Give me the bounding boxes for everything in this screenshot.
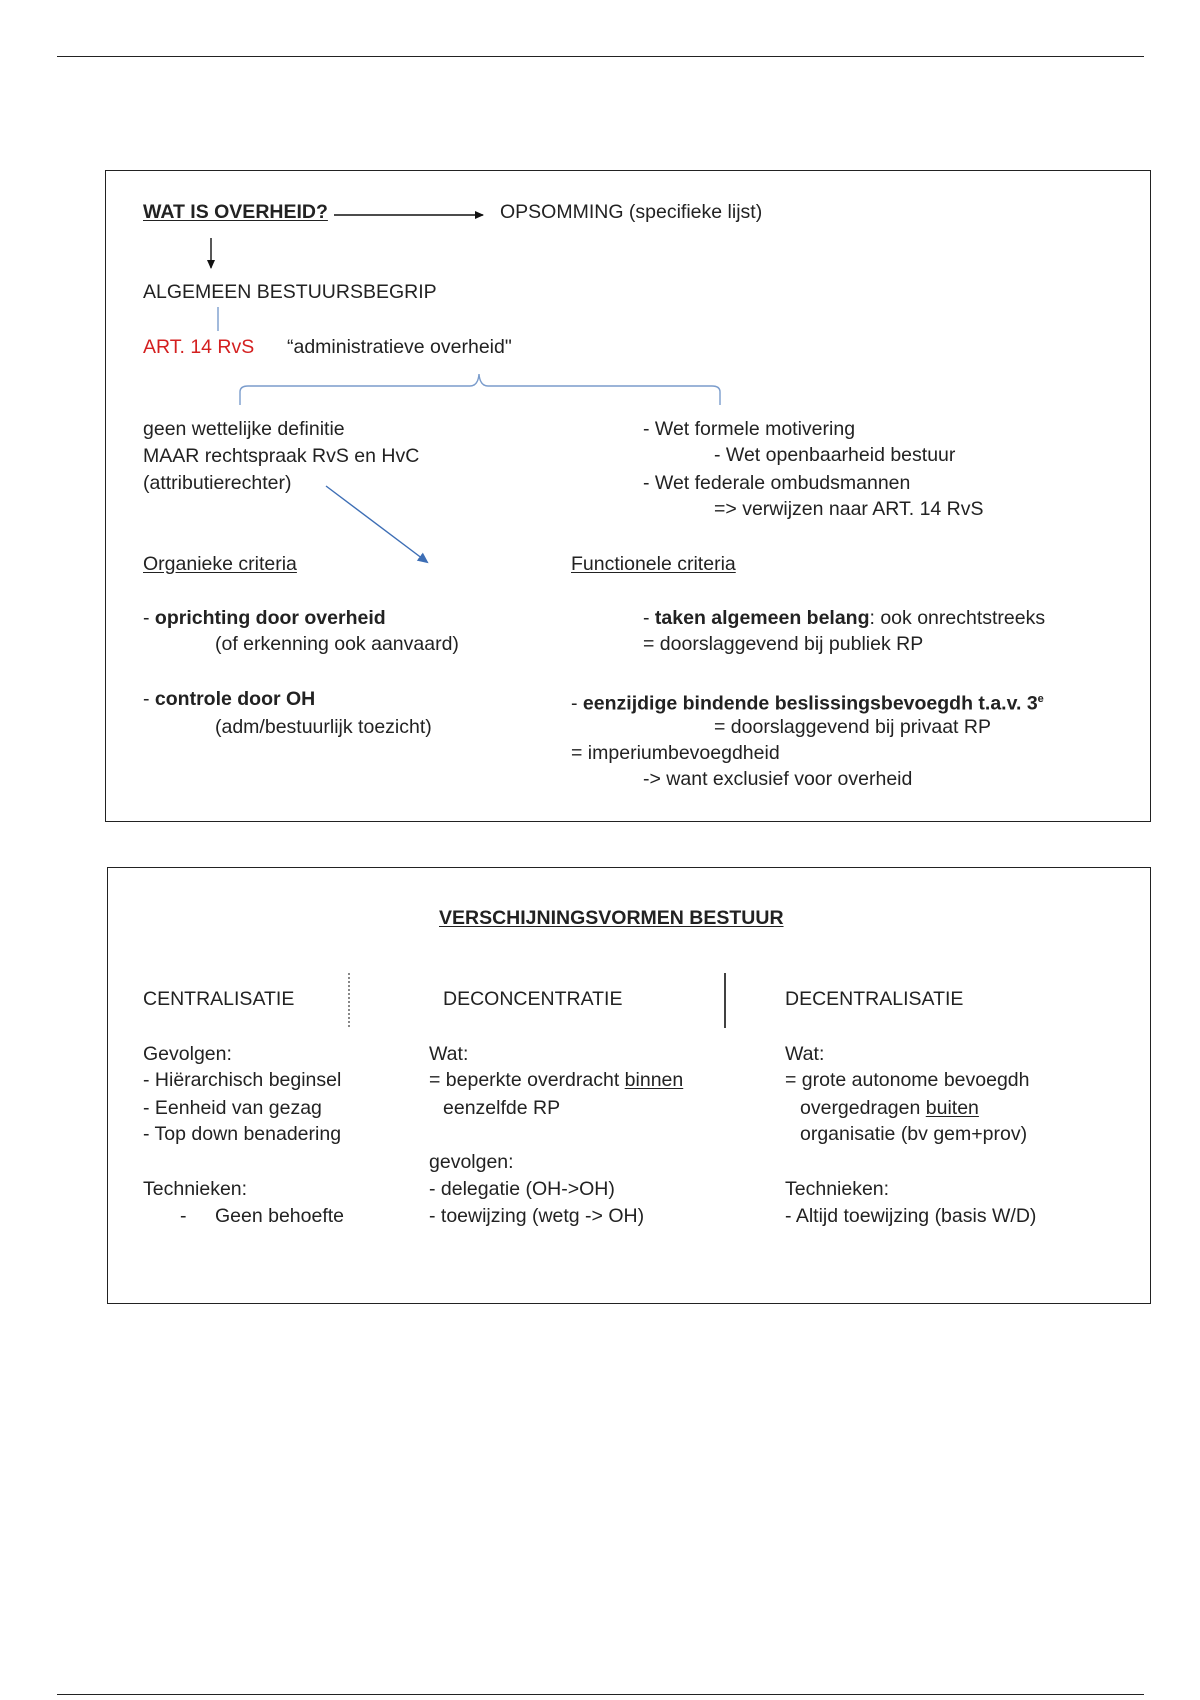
decentralisatie-heading: DECENTRALISATIE — [785, 988, 964, 1010]
administratieve-overheid: “administratieve overheid" — [287, 336, 512, 358]
centralisatie-technieken-label: Technieken: — [143, 1178, 248, 1200]
decentralisatie-wat-line1: = grote autonome bevoegdh — [785, 1069, 1030, 1091]
organiek-item-2: - controle door OH — [143, 688, 316, 710]
decentralisatie-wat-line2 — [800, 1096, 979, 1120]
right-line-2: - Wet openbaarheid bestuur — [714, 444, 956, 466]
functioneel-item-1-sub: = doorslaggevend bij publiek RP — [643, 633, 924, 655]
organiek-item-2-bold: controle door OH — [154, 688, 316, 710]
decentralisatie-wat-line3: organisatie (bv gem+prov) — [800, 1123, 1028, 1145]
organiek-item-1: - oprichting door overheid — [143, 607, 386, 629]
centralisatie-gevolg-1: - Hiërarchisch beginsel — [143, 1069, 342, 1091]
deconcentratie-gevolg-1: - delegatie (OH->OH) — [429, 1178, 615, 1200]
centralisatie-gevolg-2: - Eenheid van gezag — [143, 1097, 322, 1119]
left-line-3: (attributierechter) — [143, 472, 292, 494]
right-line-1: - Wet formele motivering — [643, 418, 856, 440]
deconcentratie-wat-pre: = beperkte overdracht — [429, 1069, 625, 1091]
organiek-item-1-bold: oprichting door overheid — [154, 607, 386, 629]
organiek-item-2-sub: (adm/bestuurlijk toezicht) — [215, 716, 432, 738]
verschijningsvormen-title: VERSCHIJNINGSVORMEN BESTUUR — [439, 907, 784, 929]
centralisatie-heading: CENTRALISATIE — [143, 988, 295, 1010]
title-wat-is-overheid: WAT IS OVERHEID? — [143, 201, 328, 223]
decentralisatie-technieken-label: Technieken: — [785, 1178, 890, 1200]
functioneel-item-2-line4: -> want exclusief voor overheid — [643, 768, 913, 790]
centralisatie-techniek-1: Geen behoefte — [215, 1205, 345, 1227]
functioneel-item-1-bold: taken algemeen belang — [654, 607, 870, 629]
art14-rvs: ART. 14 RvS — [143, 336, 255, 358]
functioneel-item-2-line3: = imperiumbevoegdheid — [571, 742, 780, 764]
decentralisatie-wat-underline: buiten — [925, 1097, 979, 1119]
functioneel-item-2: - eenzijdige bindende beslissingsbevoegdh t.a.v. 3e — [571, 692, 1044, 715]
top-rule — [57, 56, 1144, 57]
right-line-3: - Wet federale ombudsmannen — [643, 472, 911, 494]
functioneel-item-2-bold: eenzijdige bindende beslissingsbevoegdh t.a.v. 3 — [582, 692, 1038, 715]
organieke-criteria-heading: Organieke criteria — [143, 553, 297, 575]
functioneel-item-2-sup: e — [1037, 693, 1044, 705]
functioneel-item-1-rest: : ook onrechtstreeks — [869, 607, 1046, 629]
centralisatie-gevolg-3: - Top down benadering — [143, 1123, 342, 1145]
deconcentratie-wat-label: Wat: — [429, 1043, 469, 1065]
decentralisatie-techniek-1: - Altijd toewijzing (basis W/D) — [785, 1205, 1037, 1227]
centralisatie-techniek-dash: - — [180, 1205, 187, 1227]
deconcentratie-gevolgen-label: gevolgen: — [429, 1151, 514, 1173]
functionele-criteria-heading: Functionele criteria — [571, 553, 736, 575]
centralisatie-gevolgen-label: Gevolgen: — [143, 1043, 232, 1065]
left-line-1: geen wettelijke definitie — [143, 418, 345, 440]
deconcentratie-wat-underline: binnen — [624, 1069, 684, 1091]
deconcentratie-gevolg-2: - toewijzing (wetg -> OH) — [429, 1205, 645, 1227]
right-line-4: => verwijzen naar ART. 14 RvS — [714, 498, 984, 520]
left-line-2: MAAR rechtspraak RvS en HvC — [143, 445, 420, 467]
functioneel-item-2-sub: = doorslaggevend bij privaat RP — [714, 716, 991, 738]
decentralisatie-wat-line2-pre: overgedragen — [800, 1097, 926, 1119]
functioneel-item-1: - taken algemeen belang: ook onrechtstreeks — [643, 607, 1046, 629]
algemeen-bestuursbegrip: ALGEMEEN BESTUURSBEGRIP — [143, 281, 437, 303]
deconcentratie-wat-line1 — [429, 1068, 683, 1092]
decentralisatie-wat-label: Wat: — [785, 1043, 825, 1065]
organiek-item-1-sub: (of erkenning ook aanvaard) — [215, 633, 459, 655]
deconcentratie-wat-line2: eenzelfde RP — [443, 1097, 561, 1119]
opsomming-label: OPSOMMING (specifieke lijst) — [500, 201, 763, 223]
bottom-rule — [57, 1694, 1144, 1695]
deconcentratie-heading: DECONCENTRATIE — [443, 988, 623, 1010]
